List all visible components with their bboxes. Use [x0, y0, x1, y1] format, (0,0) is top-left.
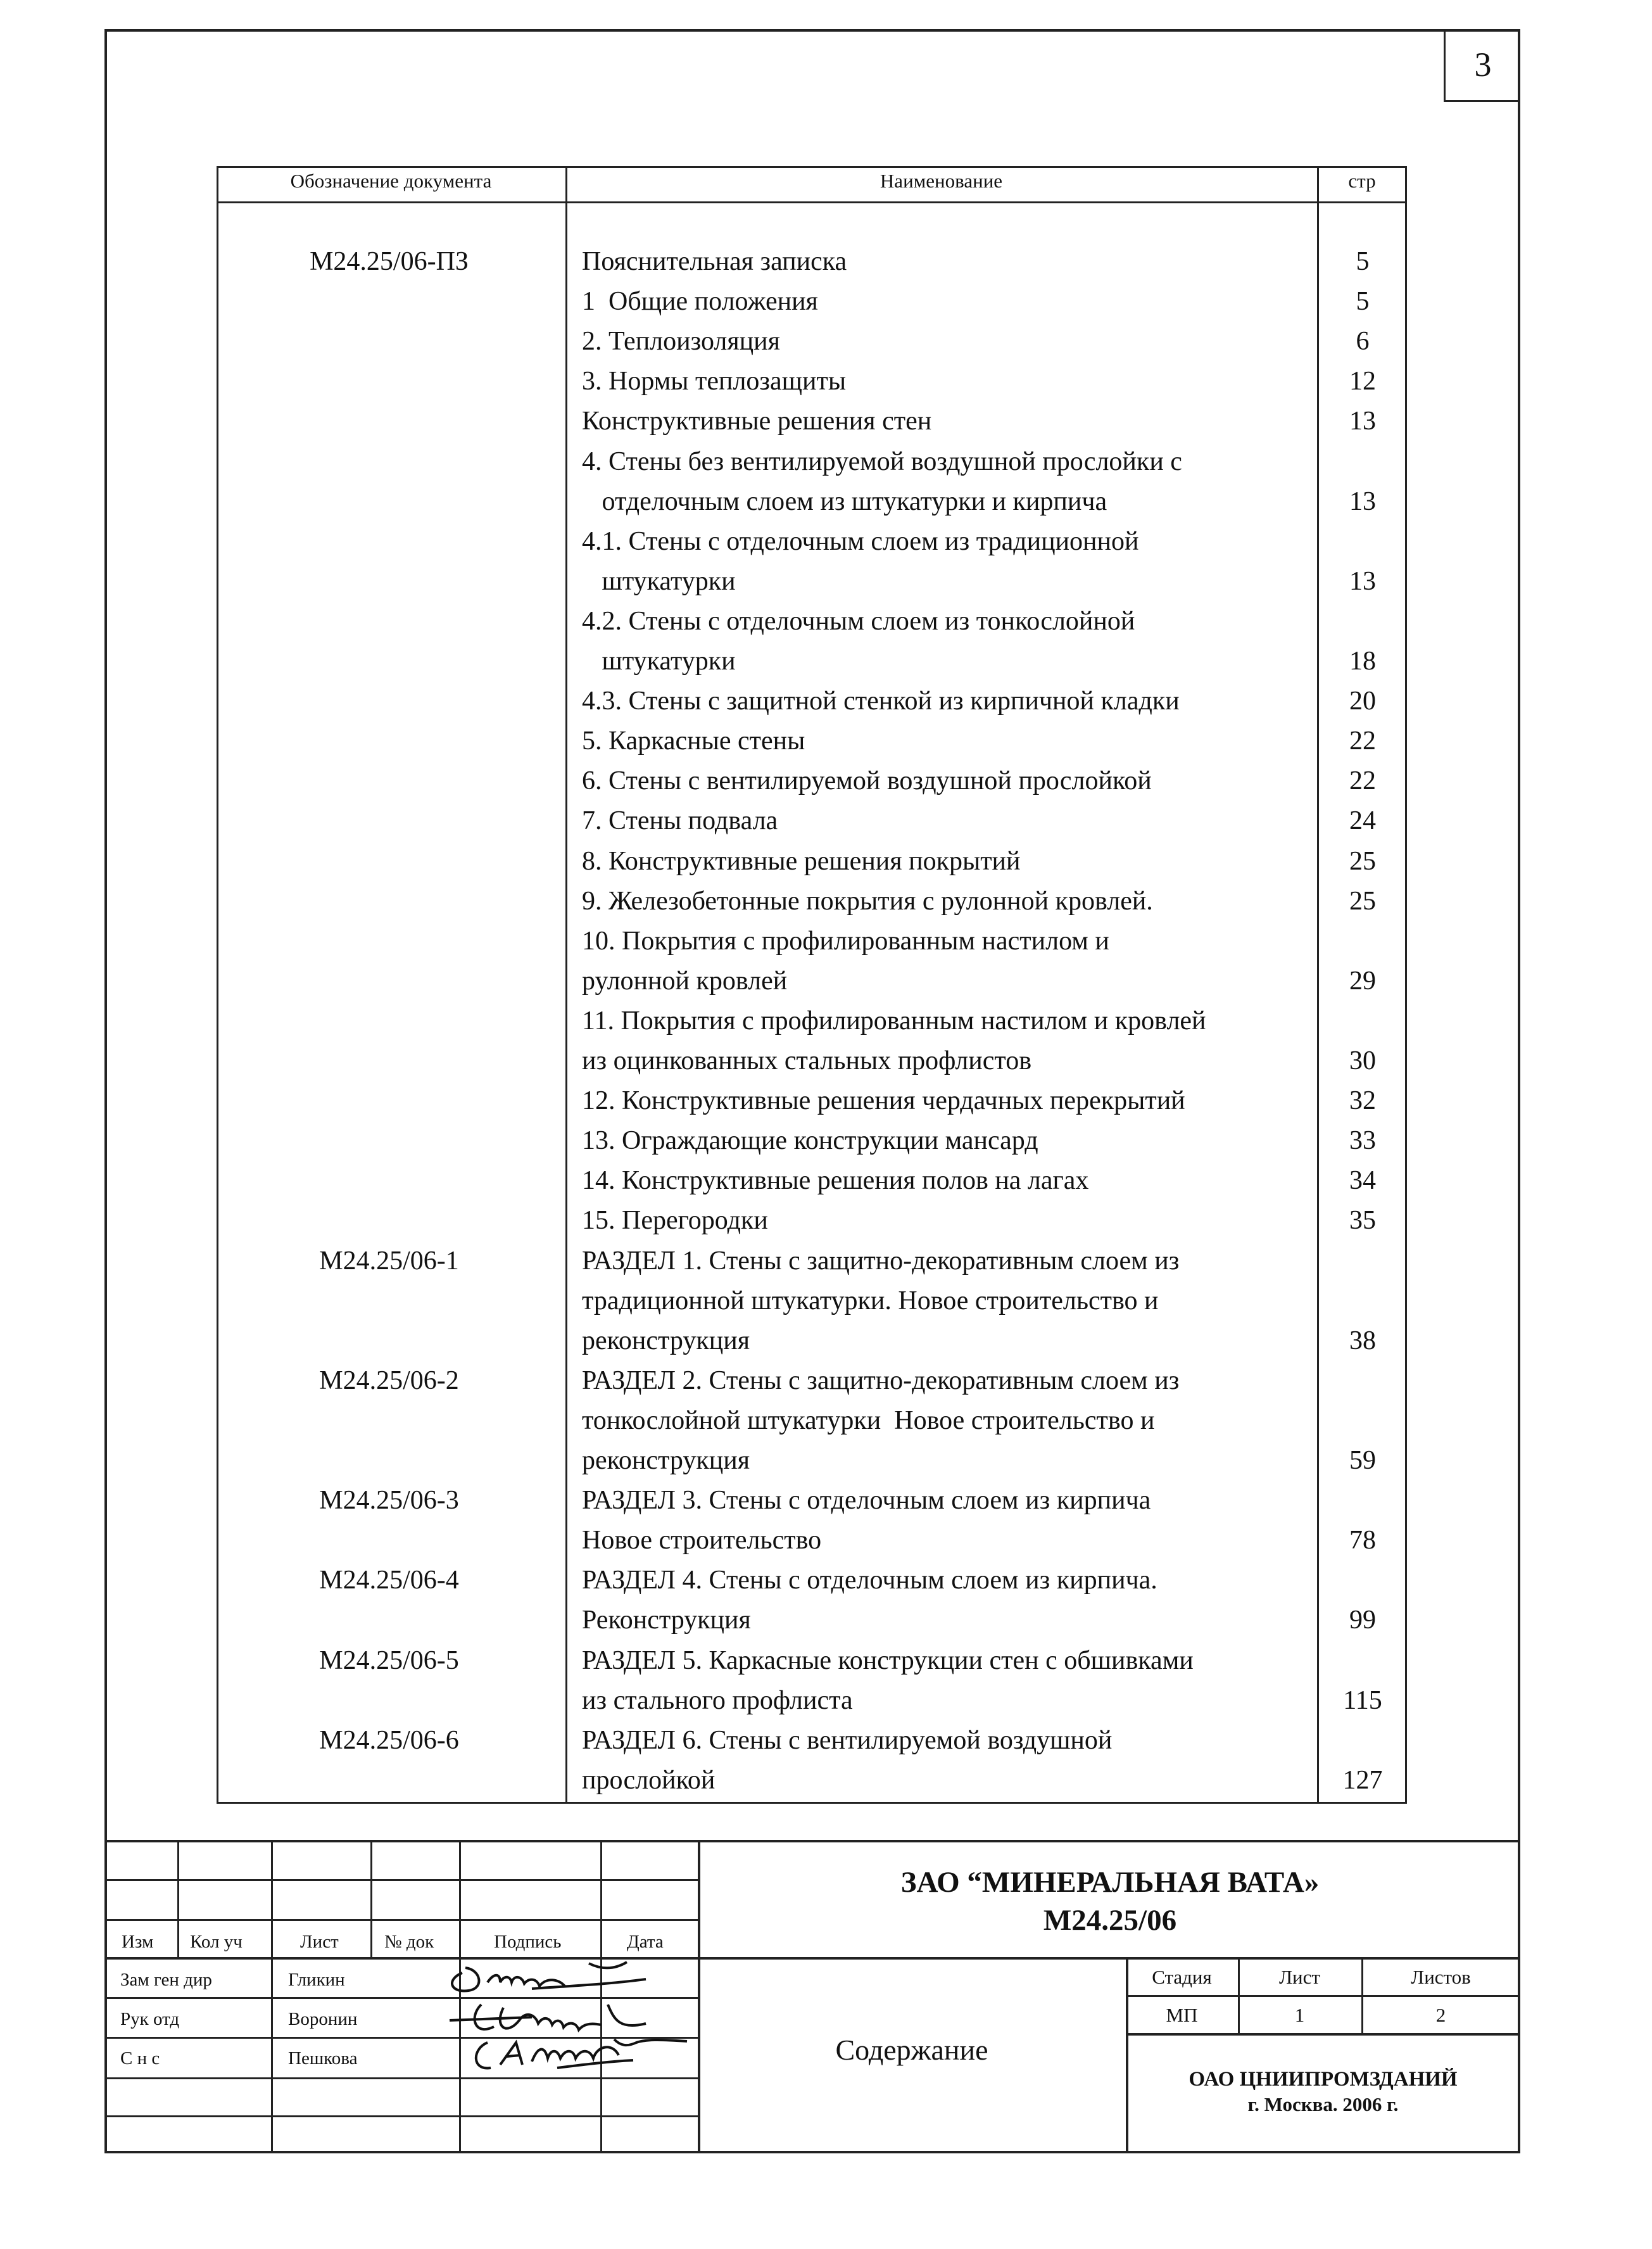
row-page: 99 — [1349, 1606, 1376, 1635]
row-title: 3. Нормы теплозащиты — [582, 367, 847, 396]
table-row — [217, 1241, 1407, 1281]
row-title: 2. Теплоизоляция — [582, 327, 780, 357]
table-row — [217, 642, 1407, 681]
row-title: 9. Железобетонные покрытия с рулонной кровлей. — [582, 886, 1153, 916]
header-designation: Обозначение документа — [290, 170, 492, 192]
row-title: 1 Общие положения — [582, 287, 818, 317]
stamp-grid-line — [698, 1957, 1520, 1960]
row-page: 32 — [1349, 1086, 1376, 1116]
stamp-role-1: Зам ген дир — [120, 1970, 212, 1990]
row-page: 20 — [1349, 687, 1376, 716]
table-row — [217, 1321, 1407, 1361]
stamp-header-izm: Изм — [122, 1932, 154, 1952]
table-row — [217, 1521, 1407, 1561]
table-row — [217, 1441, 1407, 1481]
sheet-value: 1 — [1294, 2004, 1305, 2026]
row-document-code: М24.25/06-1 — [319, 1246, 459, 1276]
row-page: 35 — [1349, 1206, 1376, 1236]
row-title: 10. Покрытия с профилированным настилом и — [582, 926, 1109, 956]
row-document-code: М24.25/06-6 — [319, 1725, 459, 1755]
row-page: 5 — [1356, 247, 1370, 276]
stamp-name-2: Воронин — [288, 2009, 358, 2029]
row-title: Пояснительная записка — [582, 247, 847, 276]
table-row — [217, 842, 1407, 882]
table-row — [217, 322, 1407, 362]
stamp-header-list: Лист — [300, 1932, 339, 1952]
table-row — [217, 961, 1407, 1001]
row-title: 7. Стены подвала — [582, 806, 778, 836]
signature-peshkova — [462, 2030, 703, 2081]
row-title: рулонной кровлей — [582, 966, 788, 996]
row-page: 6 — [1356, 327, 1370, 357]
row-page: 34 — [1349, 1166, 1376, 1196]
row-title: штукатурки — [582, 647, 736, 676]
row-title: штукатурки — [582, 566, 736, 596]
stage-value: МП — [1166, 2004, 1198, 2026]
header-page: стр — [1348, 170, 1376, 192]
stamp-grid-line — [104, 1919, 698, 1921]
stamp-header-date: Дата — [627, 1932, 664, 1952]
row-title: 8. Конструктивные решения покрытий — [582, 846, 1021, 876]
stamp-grid-line — [370, 1840, 372, 1957]
sheets-value: 2 — [1435, 2004, 1446, 2026]
page-number: 3 — [1444, 29, 1520, 102]
table-row — [217, 1481, 1407, 1521]
table-row — [217, 282, 1407, 322]
row-title: 6. Стены с вентилируемой воздушной прослойкой — [582, 766, 1152, 796]
row-page: 30 — [1349, 1046, 1376, 1075]
row-title: Реконструкция — [582, 1606, 751, 1635]
row-title: Конструктивные решения стен — [582, 407, 932, 436]
row-page: 5 — [1356, 287, 1370, 317]
row-page: 115 — [1343, 1685, 1382, 1715]
row-title: из стального профлиста — [582, 1685, 853, 1715]
row-title: прослойкой — [582, 1765, 716, 1795]
sheet-title: Содержание — [835, 2034, 988, 2066]
table-row — [217, 1161, 1407, 1201]
table-row — [217, 1561, 1407, 1600]
table-row — [217, 922, 1407, 961]
stamp-top-line — [104, 1840, 1520, 1842]
row-title: реконструкция — [582, 1446, 750, 1475]
table-row — [217, 1401, 1407, 1441]
stamp-role-3: С н с — [120, 2048, 160, 2068]
row-title: РАЗДЕЛ 5. Каркасные конструкции стен с обшивками — [582, 1645, 1194, 1675]
stamp-grid-line — [104, 2115, 698, 2117]
row-title: отделочным слоем из штукатурки и кирпича — [582, 486, 1107, 516]
row-title: реконструкция — [582, 1326, 750, 1355]
table-row — [217, 801, 1407, 841]
row-page: 59 — [1349, 1446, 1376, 1475]
table-row — [217, 242, 1407, 282]
table-row — [217, 1761, 1407, 1801]
row-page: 25 — [1349, 846, 1376, 876]
stage-label: Стадия — [1152, 1966, 1212, 1988]
designer-city-year: г. Москва. 2006 г. — [1247, 2093, 1399, 2115]
stamp-grid-line — [1126, 2033, 1520, 2036]
row-title: РАЗДЕЛ 2. Стены с защитно-декоративным слоем из — [582, 1365, 1180, 1395]
row-page: 13 — [1349, 407, 1376, 436]
row-page: 18 — [1349, 647, 1376, 676]
sheets-label: Листов — [1411, 1966, 1471, 1988]
row-page: 38 — [1349, 1326, 1376, 1355]
sheet-label: Лист — [1279, 1966, 1320, 1988]
row-title: традиционной штукатурки. Новое строительство и — [582, 1286, 1159, 1315]
document-code: М24.25/06 — [1043, 1904, 1177, 1937]
table-row — [217, 1201, 1407, 1241]
row-page: 33 — [1349, 1126, 1376, 1156]
row-title: 11. Покрытия с профилированным настилом и кровлей — [582, 1006, 1206, 1036]
table-row — [217, 761, 1407, 801]
stamp-grid-line — [271, 1840, 273, 2153]
stamp-name-1: Гликин — [288, 1970, 345, 1990]
row-document-code: М24.25/06-3 — [319, 1486, 459, 1516]
row-page: 127 — [1342, 1765, 1383, 1795]
table-row — [217, 442, 1407, 482]
row-page: 24 — [1349, 806, 1376, 836]
row-title: 5. Каркасные стены — [582, 726, 805, 756]
row-document-code: М24.25/06-2 — [319, 1365, 459, 1395]
table-row — [217, 1121, 1407, 1161]
table-row — [217, 1001, 1407, 1041]
table-row — [217, 1641, 1407, 1681]
stamp-name-3: Пешкова — [288, 2048, 358, 2068]
designer-organization: ОАО ЦНИИПРОМЗДАНИЙ — [1189, 2068, 1458, 2091]
row-title: 4.3. Стены с защитной стенкой из кирпичной кладки — [582, 687, 1180, 716]
row-title: 15. Перегородки — [582, 1206, 768, 1236]
row-title: 4. Стены без вентилируемой воздушной прослойки с — [582, 447, 1182, 476]
table-row — [217, 562, 1407, 602]
row-title: РАЗДЕЛ 6. Стены с вентилируемой воздушной — [582, 1725, 1113, 1755]
stamp-grid-line — [104, 1879, 698, 1881]
organization-name: ЗАО “МИНЕРАЛЬНАЯ ВАТА» — [900, 1866, 1320, 1899]
row-title: 14. Конструктивные решения полов на лагах — [582, 1166, 1089, 1196]
stamp-grid-line — [177, 1840, 179, 1957]
row-title: РАЗДЕЛ 1. Стены с защитно-декоративным слоем из — [582, 1246, 1180, 1276]
row-title: РАЗДЕЛ 3. Стены с отделочным слоем из кирпича — [582, 1486, 1151, 1516]
row-title: тонкослойной штукатурки Новое строительство и — [582, 1405, 1155, 1435]
stamp-grid-line — [1126, 1995, 1520, 1997]
table-row — [217, 402, 1407, 441]
row-page: 12 — [1349, 367, 1376, 396]
row-page: 13 — [1349, 566, 1376, 596]
row-page: 13 — [1349, 486, 1376, 516]
table-row — [217, 522, 1407, 562]
row-title: 13. Ограждающие конструкции мансард — [582, 1126, 1038, 1156]
table-row — [217, 1281, 1407, 1321]
row-title: 4.2. Стены с отделочным слоем из тонкослойной — [582, 606, 1135, 636]
stamp-role-2: Рук отд — [120, 2009, 180, 2029]
row-document-code: М24.25/06-4 — [319, 1566, 459, 1595]
table-row — [217, 721, 1407, 761]
table-row — [217, 882, 1407, 922]
stamp-header-kol-uch: Кол уч — [190, 1932, 243, 1952]
table-row — [217, 1081, 1407, 1121]
row-page: 22 — [1349, 766, 1376, 796]
row-document-code: М24.25/06-ПЗ — [310, 247, 469, 276]
row-page: 25 — [1349, 886, 1376, 916]
row-title: 4.1. Стены с отделочным слоем из традиционной — [582, 526, 1139, 556]
row-page: 22 — [1349, 726, 1376, 756]
table-row — [217, 1041, 1407, 1081]
table-header-divider — [217, 201, 1407, 203]
table-row — [217, 1361, 1407, 1401]
table-row — [217, 1681, 1407, 1721]
row-page: 78 — [1349, 1526, 1376, 1555]
row-page: 29 — [1349, 966, 1376, 996]
table-row — [217, 362, 1407, 402]
table-row — [217, 602, 1407, 642]
row-title: из оцинкованных стальных профлистов — [582, 1046, 1032, 1075]
stamp-header-doc-no: № док — [384, 1932, 434, 1952]
table-row — [217, 1721, 1407, 1761]
row-title: Новое строительство — [582, 1526, 822, 1555]
stamp-header-signature: Подпись — [494, 1932, 562, 1952]
row-document-code: М24.25/06-5 — [319, 1645, 459, 1675]
table-row — [217, 681, 1407, 721]
header-name: Наименование — [880, 170, 1003, 192]
table-row — [217, 1600, 1407, 1640]
table-row — [217, 482, 1407, 522]
row-title: РАЗДЕЛ 4. Стены с отделочным слоем из кирпича. — [582, 1566, 1157, 1595]
row-title: 12. Конструктивные решения чердачных перекрытий — [582, 1086, 1185, 1116]
